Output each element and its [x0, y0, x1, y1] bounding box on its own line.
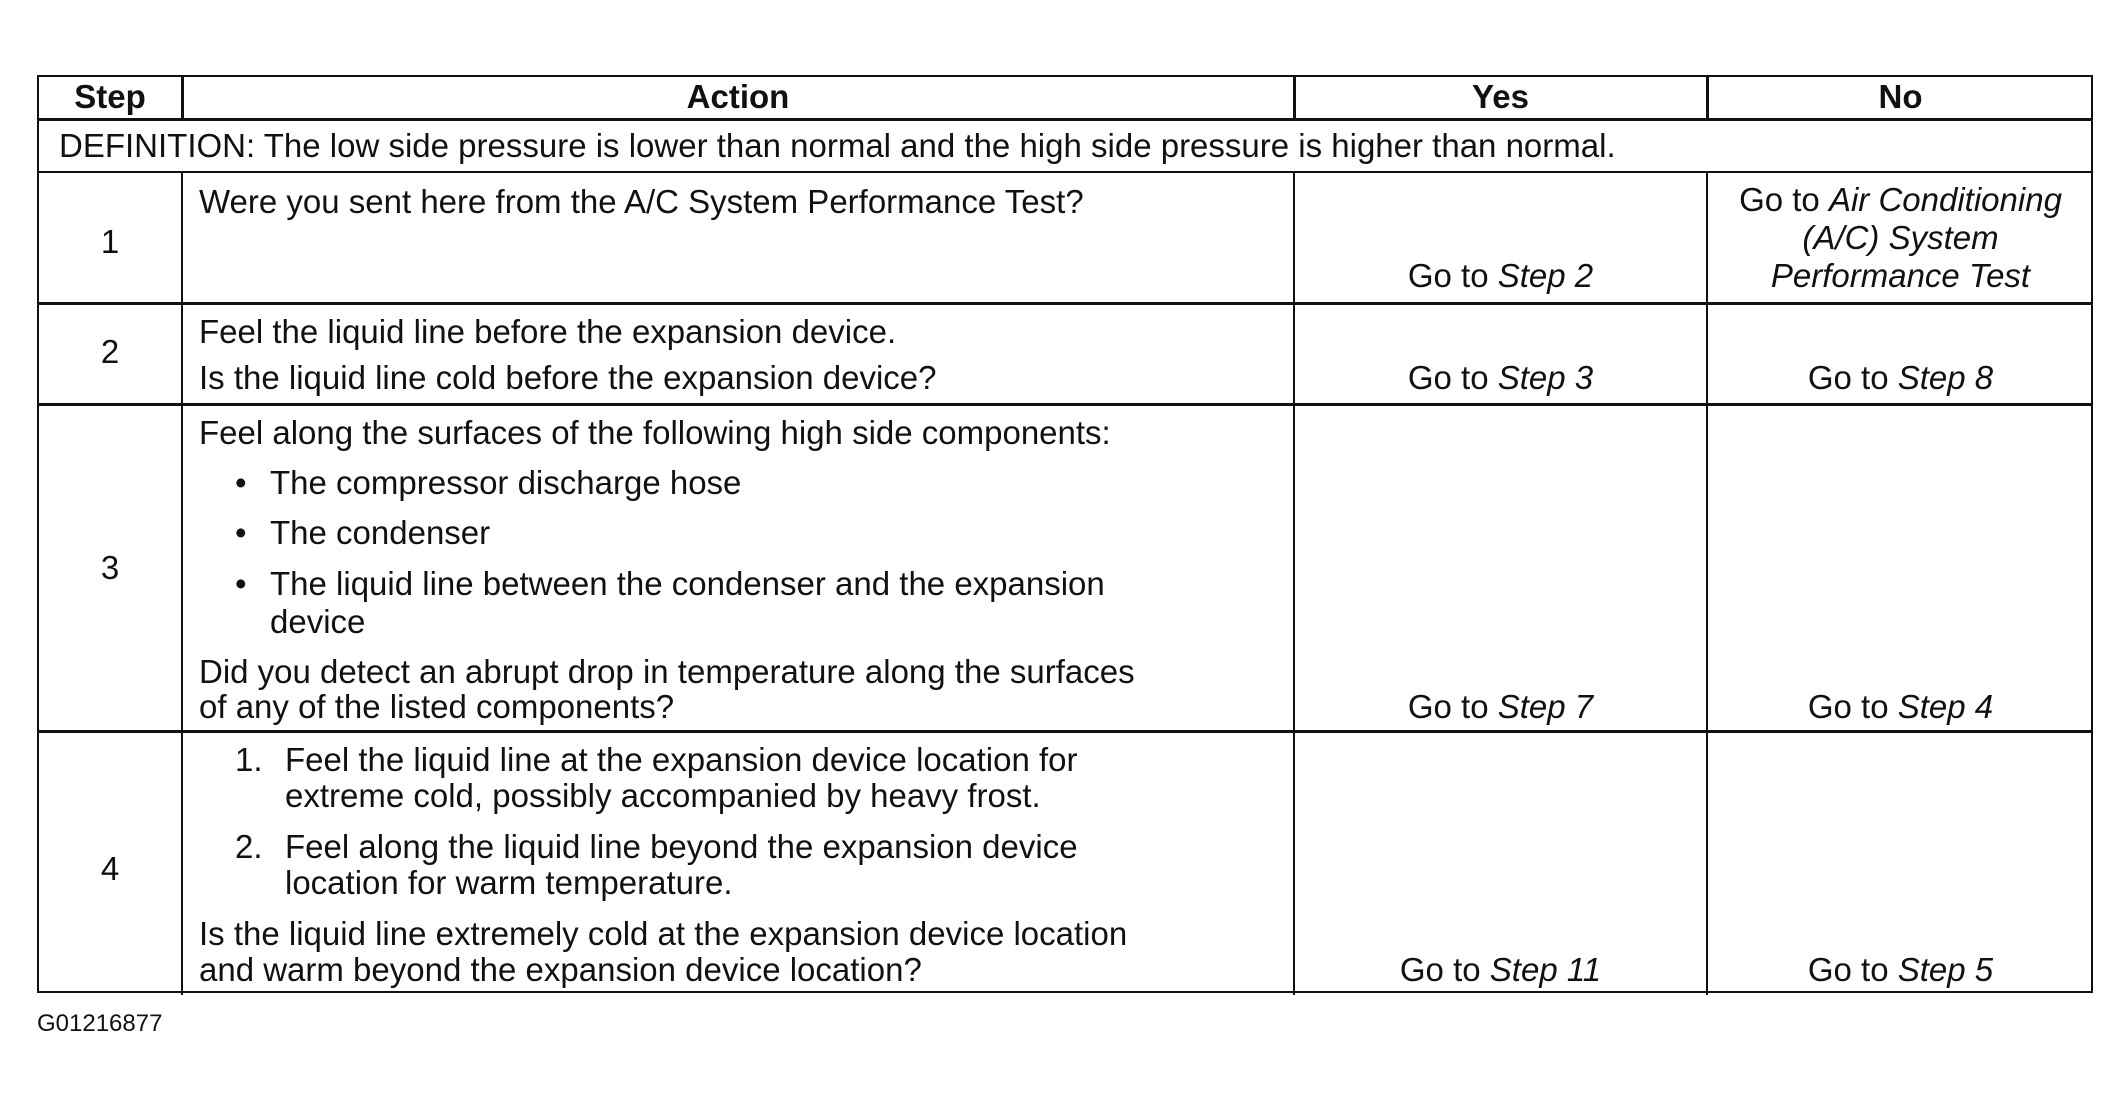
action-question: of any of the listed components?: [199, 688, 675, 725]
bullet-text: The liquid line between the condenser and the expansion: [270, 565, 1105, 602]
no-prefix: Go to: [1807, 688, 1898, 725]
header-action: Action: [686, 78, 790, 115]
yes-cell: [1295, 257, 1706, 295]
yes-prefix: Go to: [1407, 257, 1498, 294]
no-cell: [1708, 951, 2093, 989]
action-line: Feel the liquid line before the expansion device.: [199, 313, 897, 350]
no-cell: [1708, 181, 2093, 219]
no-procedure-link[interactable]: Performance Test: [1770, 257, 2031, 294]
action-line: Is the liquid line cold before the expansion device?: [199, 359, 937, 396]
no-prefix: Go to: [1739, 181, 1829, 218]
yes-prefix: Go to: [1407, 688, 1498, 725]
no-step-link[interactable]: Step 5: [1897, 951, 1994, 988]
bullet-icon: •: [235, 565, 247, 602]
header-yes: Yes: [1472, 78, 1529, 115]
no-step-link[interactable]: Step 4: [1897, 688, 1994, 725]
yes-step-link[interactable]: Step 3: [1497, 359, 1594, 396]
yes-prefix: Go to: [1407, 359, 1498, 396]
yes-prefix: Go to: [1399, 951, 1490, 988]
no-cell-line: [1708, 219, 2093, 257]
bullet-icon: •: [235, 464, 247, 501]
definition-text: DEFINITION: The low side pressure is lower than normal and the high side pressure is higher than normal.: [59, 127, 1616, 164]
yes-cell: [1295, 688, 1706, 726]
diagnostic-table: [37, 75, 2093, 993]
definition-divider: [39, 171, 2091, 173]
action-question: Is the liquid line extremely cold at the expansion device location: [199, 915, 1128, 952]
bullet-text: The compressor discharge hose: [270, 464, 742, 501]
no-cell: [1708, 688, 2093, 726]
header-no: No: [1878, 78, 1923, 115]
no-step-link[interactable]: Step 8: [1897, 359, 1994, 396]
yes-cell: [1295, 951, 1706, 989]
yes-cell: [1295, 359, 1706, 397]
no-procedure-link[interactable]: Air Conditioning: [1828, 181, 2062, 218]
bullet-item: [235, 514, 247, 552]
action-question: and warm beyond the expansion device location?: [199, 951, 922, 988]
bullet-text-continued: device: [270, 603, 366, 640]
no-cell: [1708, 359, 2093, 397]
numbered-marker: 2.: [235, 828, 263, 865]
no-cell-line: [1708, 257, 2093, 295]
bullet-text: The condenser: [270, 514, 491, 551]
header-step: Step: [74, 78, 146, 115]
step-number: 4: [100, 850, 120, 887]
action-question: Did you detect an abrupt drop in temperature along the surfaces: [199, 653, 1135, 690]
bullet-item: [235, 565, 247, 603]
yes-step-link[interactable]: Step 11: [1489, 951, 1602, 988]
yes-step-link[interactable]: Step 7: [1497, 688, 1594, 725]
no-prefix: Go to: [1807, 359, 1898, 396]
row2-divider: [39, 403, 2091, 406]
col-divider-step: [181, 171, 183, 995]
yes-step-link[interactable]: Step 2: [1497, 257, 1594, 294]
step-number: 1: [100, 223, 120, 260]
no-prefix: Go to: [1807, 951, 1898, 988]
numbered-marker: 1.: [235, 741, 263, 778]
numbered-text: extreme cold, possibly accompanied by heavy frost.: [285, 777, 1041, 814]
bullet-item: [235, 464, 247, 502]
header-divider: [39, 118, 2091, 121]
no-procedure-link[interactable]: (A/C) System: [1802, 219, 1999, 256]
numbered-text: Feel along the liquid line beyond the expansion device: [285, 828, 1078, 865]
step-number: 3: [100, 549, 120, 586]
row3-divider: [39, 730, 2091, 733]
bullet-icon: •: [235, 514, 247, 551]
numbered-text: location for warm temperature.: [285, 864, 733, 901]
action-intro: Feel along the surfaces of the following high side components:: [199, 414, 1111, 451]
numbered-text: Feel the liquid line at the expansion device location for: [285, 741, 1078, 778]
step-number: 2: [100, 333, 120, 370]
action-line: Were you sent here from the A/C System Performance Test?: [199, 183, 1084, 220]
row1-divider: [39, 302, 2091, 305]
figure-code: G01216877: [37, 1010, 163, 1037]
